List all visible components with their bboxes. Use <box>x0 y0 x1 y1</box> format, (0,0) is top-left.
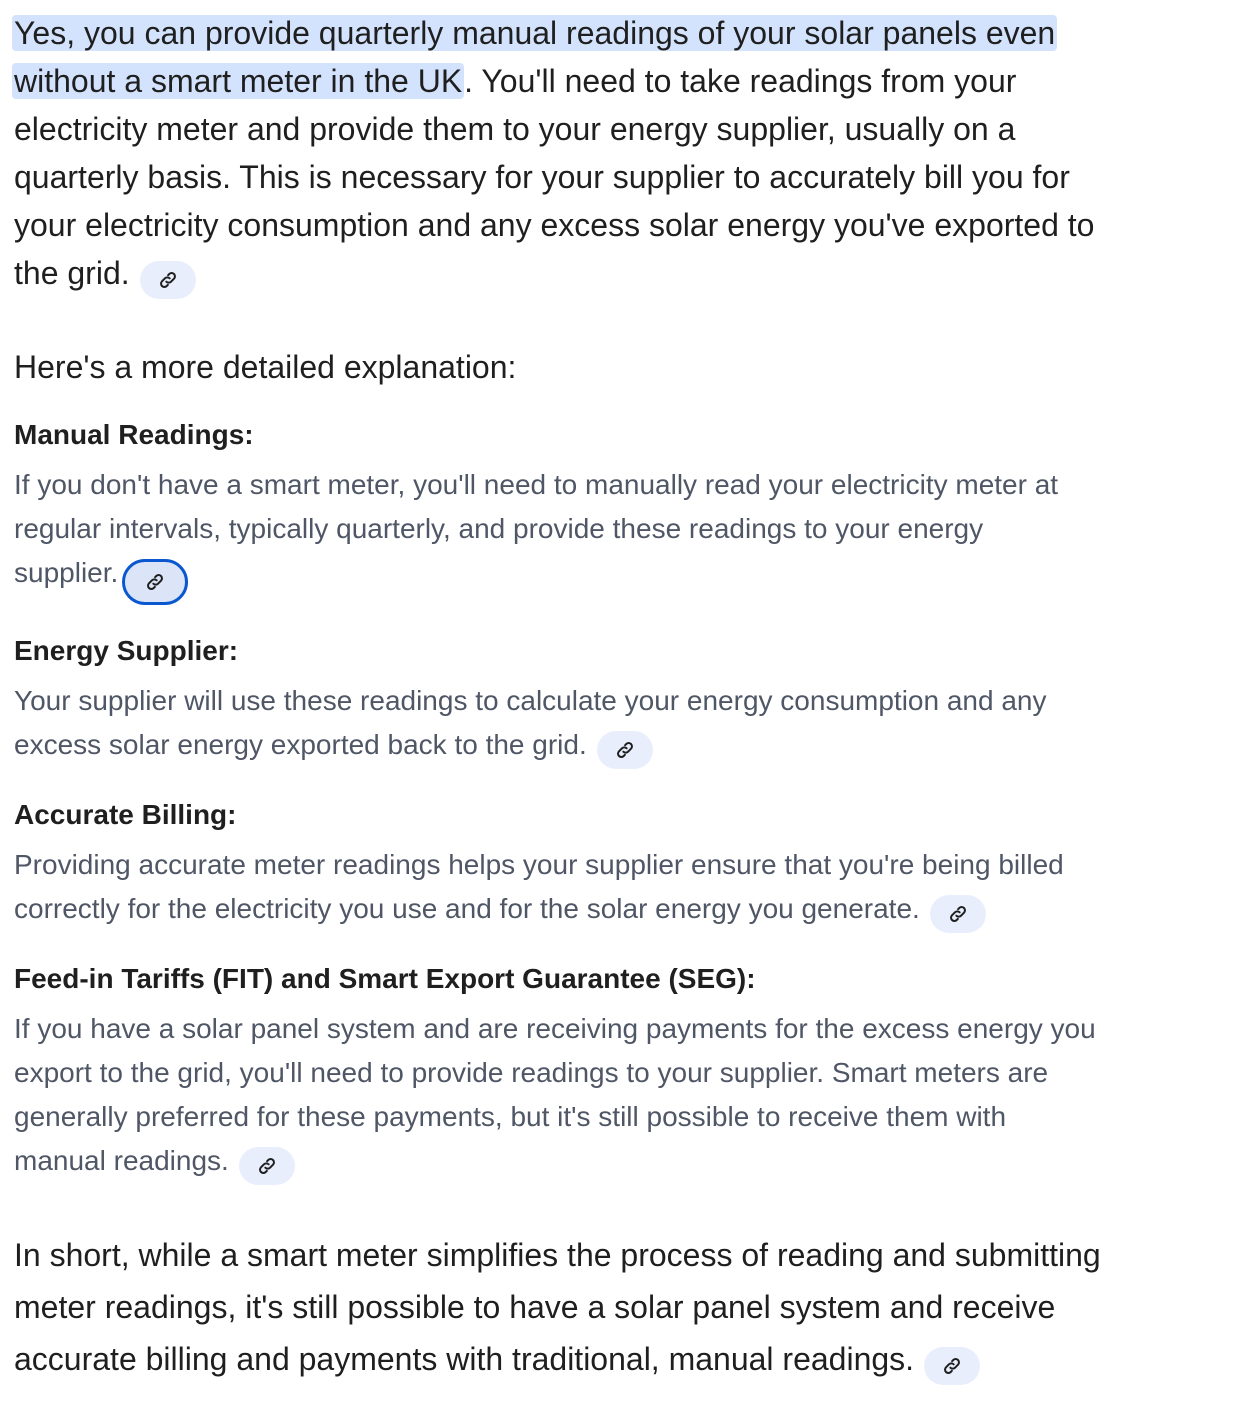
link-icon <box>158 270 178 290</box>
section-text: Your supplier will use these readings to calculate your energy consumption and any <box>14 685 1047 716</box>
link-icon <box>942 1356 962 1376</box>
section-body <box>14 463 1256 605</box>
section-title: Feed-in Tariffs (FIT) and Smart Export Guarantee (SEG): <box>14 963 756 994</box>
intro-text: . You'll need to take readings from your <box>464 63 1017 99</box>
source-link-chip[interactable] <box>122 559 188 605</box>
highlighted-text: Yes, you can provide quarterly manual readings of your solar panels even <box>14 15 1056 51</box>
link-icon <box>615 740 635 760</box>
intro-text: quarterly basis. This is necessary for your supplier to accurately bill you for <box>14 159 1070 195</box>
lead-text: Here's a more detailed explanation: <box>14 349 517 385</box>
source-link-chip[interactable] <box>140 261 196 299</box>
source-link-chip[interactable] <box>930 895 986 933</box>
section-body <box>14 1007 1256 1185</box>
section-text: supplier. <box>14 557 119 588</box>
section-text: Providing accurate meter readings helps your supplier ensure that you're being billed <box>14 849 1064 880</box>
section-text: correctly for the electricity you use and for the solar energy you generate. <box>14 893 920 924</box>
source-link-chip[interactable] <box>924 1347 980 1385</box>
summary-paragraph <box>14 1229 1256 1385</box>
section-fit-seg <box>14 961 1256 1185</box>
section-manual-readings <box>14 417 1256 605</box>
link-icon <box>145 572 165 592</box>
intro-text: the grid. <box>14 255 130 291</box>
intro-text: your electricity consumption and any excess solar energy you've exported to <box>14 207 1095 243</box>
summary-text: meter readings, it's still possible to have a solar panel system and receive <box>14 1289 1056 1325</box>
section-title: Accurate Billing: <box>14 799 237 830</box>
section-text: If you have a solar panel system and are receiving payments for the excess energy you <box>14 1013 1096 1044</box>
highlighted-text: without a smart meter in the UK <box>14 63 463 99</box>
section-title: Energy Supplier: <box>14 635 239 666</box>
section-text: generally preferred for these payments, but it's still possible to receive them with <box>14 1101 1007 1132</box>
source-link-chip[interactable] <box>597 731 653 769</box>
section-title: Manual Readings: <box>14 419 254 450</box>
section-text: excess solar energy exported back to the grid. <box>14 729 587 760</box>
section-text: manual readings. <box>14 1145 229 1176</box>
link-icon <box>948 904 968 924</box>
response-content <box>14 9 1256 1385</box>
source-link-chip[interactable] <box>239 1147 295 1185</box>
section-body <box>14 679 1256 769</box>
section-text: If you don't have a smart meter, you'll need to manually read your electricity meter at <box>14 469 1059 500</box>
section-energy-supplier <box>14 633 1256 769</box>
section-text: regular intervals, typically quarterly, and provide these readings to your energy <box>14 513 984 544</box>
summary-text: In short, while a smart meter simplifies the process of reading and submitting <box>14 1237 1101 1273</box>
intro-text: electricity meter and provide them to your energy supplier, usually on a <box>14 111 1016 147</box>
section-body <box>14 843 1256 933</box>
intro-paragraph <box>14 9 1256 299</box>
link-icon <box>257 1156 277 1176</box>
section-accurate-billing <box>14 797 1256 933</box>
summary-text: accurate billing and payments with traditional, manual readings. <box>14 1341 915 1377</box>
section-text: export to the grid, you'll need to provide readings to your supplier. Smart meters are <box>14 1057 1049 1088</box>
